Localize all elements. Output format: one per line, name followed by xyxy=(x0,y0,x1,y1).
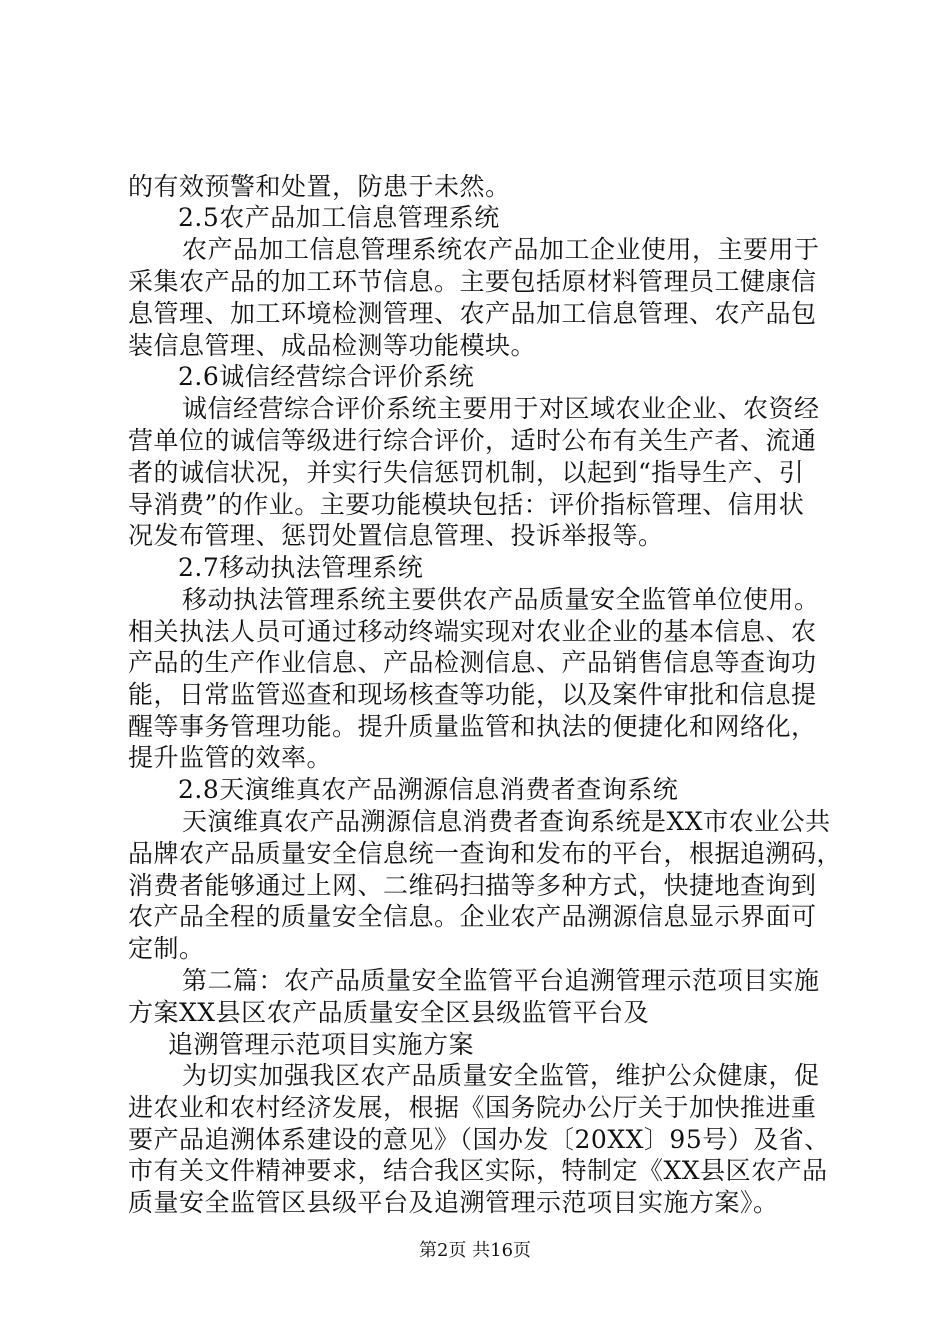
body-text-line: 提升监管的效率。 xyxy=(128,743,333,772)
body-text-line: 况发布管理、惩罚处置信息管理、投诉举报等。 xyxy=(128,521,664,550)
body-text-line: 装信息管理、成品检测等功能模块。 xyxy=(128,331,537,360)
body-text-line: 品牌农产品质量安全信息统一查询和发布的平台，根据追溯码， xyxy=(128,839,843,868)
body-text-line: 进农业和农村经济发展，根据《国务院办公厅关于加快推进重 xyxy=(128,1093,817,1122)
body-text-line: 导消费”的作业。主要功能模块包括：评价指标管理、信用状 xyxy=(128,490,805,519)
body-text-line: 质量安全监管区县级平台及追溯管理示范项目实施方案》。 xyxy=(128,1188,779,1217)
body-text-line: 醒等事务管理功能。提升质量监管和执法的便捷化和网络化， xyxy=(128,712,817,741)
chapter-title-line: 方案XX县区农产品质量安全区县级监管平台及 xyxy=(128,998,650,1027)
body-text-line: 要产品追溯体系建设的意见》（国办发〔20XX〕95号）及省、 xyxy=(128,1125,830,1154)
body-text-line: 采集农产品的加工环节信息。主要包括原材料管理员工健康信 xyxy=(128,267,817,296)
section-heading-2-5: 2.5农产品加工信息管理系统 xyxy=(178,203,500,232)
body-text-line: 市有关文件精神要求，结合我区实际，特制定《XX县区农产品 xyxy=(128,1156,828,1185)
section-heading-2-6: 2.6诚信经营综合评价系统 xyxy=(178,362,475,391)
body-text-line: 息管理、加工环境检测管理、农产品加工信息管理、农产品包 xyxy=(128,299,817,328)
body-text-line: 天演维真农产品溯源信息消费者查询系统是XX市农业公共 xyxy=(182,807,831,836)
body-text-line: 消费者能够通过上网、二维码扫描等多种方式，快捷地查询到 xyxy=(128,871,817,900)
body-text-line: 能，日常监管巡查和现场核查等功能，以及案件审批和信息提 xyxy=(128,680,817,709)
body-text-line: 相关执法人员可通过移动终端实现对农业企业的基本信息、农 xyxy=(128,617,817,646)
body-text-line: 为切实加强我区农产品质量安全监管，维护公众健康，促 xyxy=(182,1061,820,1090)
chapter-subtitle-line: 追溯管理示范项目实施方案 xyxy=(168,1030,475,1059)
body-text-line: 者的诚信状况，并实行失信惩罚机制，以起到“指导生产、引 xyxy=(128,458,805,487)
body-text-line: 农产品全程的质量安全信息。企业农产品溯源信息显示界面可 xyxy=(128,902,817,931)
body-text-line: 农产品加工信息管理系统农产品加工企业使用，主要用于 xyxy=(182,235,820,264)
chapter-title-line: 第二篇：农产品质量安全监管平台追溯管理示范项目实施 xyxy=(182,966,820,995)
page-footer: 第2页 共16页 xyxy=(418,1240,532,1261)
body-text-line: 诚信经营综合评价系统主要用于对区域农业企业、农资经 xyxy=(182,394,820,423)
body-text-line: 产品的生产作业信息、产品检测信息、产品销售信息等查询功 xyxy=(128,648,817,677)
body-text-line: 的有效预警和处置，防患于未然。 xyxy=(128,172,511,201)
section-heading-2-7: 2.7移动执法管理系统 xyxy=(178,553,424,582)
body-text-line: 移动执法管理系统主要供农产品质量安全监管单位使用。 xyxy=(182,585,820,614)
body-text-line: 定制。 xyxy=(128,934,205,963)
body-text-line: 营单位的诚信等级进行综合评价，适时公布有关生产者、流通 xyxy=(128,426,817,455)
section-heading-2-8: 2.8天演维真农产品溯源信息消费者查询系统 xyxy=(178,775,679,804)
